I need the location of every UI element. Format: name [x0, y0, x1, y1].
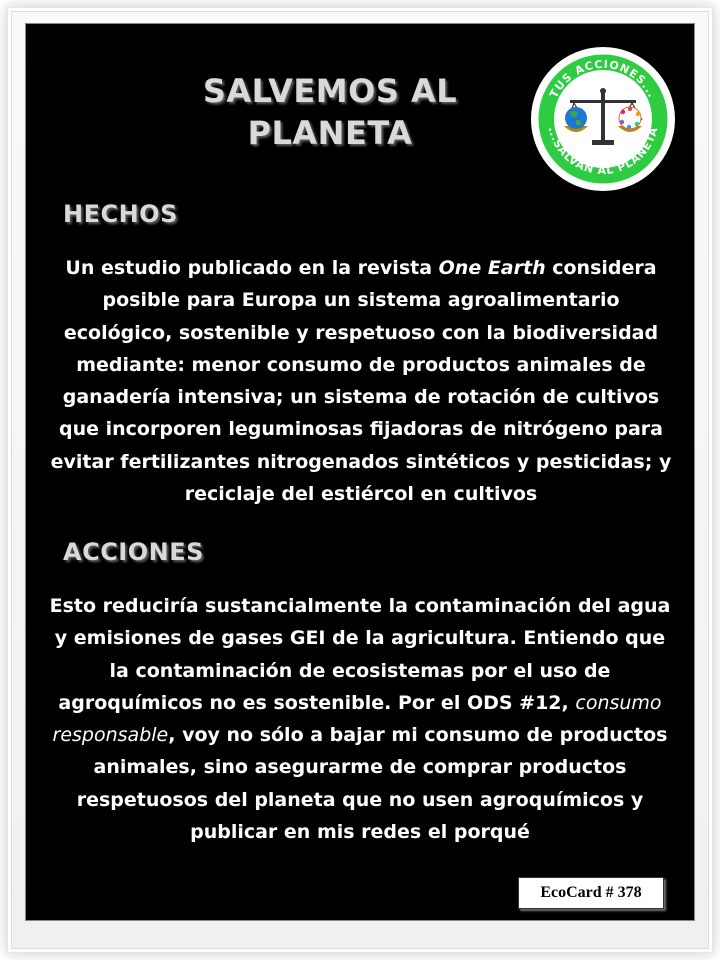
title-line-2: PLANETA	[247, 114, 413, 152]
hechos-paragraph	[46, 252, 676, 510]
hechos-heading: HECHOS	[63, 200, 178, 228]
logo-top-text: TUS ACCIONES...	[547, 57, 659, 101]
logo-bottom-text: ...SALVAN AL PLANETA	[545, 125, 661, 178]
acciones-heading: ACCIONES	[63, 538, 204, 566]
journal-name: One Earth	[438, 257, 546, 279]
globe-icon	[565, 107, 587, 129]
hechos-text-2: considera posible para Europa un sistema agroalimentario ecológico, sostenible y respetuoso con la biodiversidad mediante: menor consumo de productos animales de ganadería intensiva; un sistema de rotación de cultivos que incorporen leguminosas fijadoras de nitrógeno para evitar fertilizantes nitrogenados sintéticos y pesticidas; y reciclaje del estiércol en cultivos	[50, 257, 672, 506]
hechos-text-1: Un estudio publicado en la revista	[65, 257, 439, 279]
acciones-paragraph	[48, 590, 672, 848]
consumo-responsable-text: consumo responsable	[52, 691, 662, 747]
acciones-text-2: , voy no sólo a bajar mi consumo de productos animales, sino asegurarme de comprar productos respetuosos del planeta que no usen agroquímicos y publicar en mis redes el porqué	[76, 724, 668, 844]
ecocard-badge: EcoCard # 378	[518, 877, 664, 909]
acciones-text-1: Esto reduciría sustancialmente la contaminación del agua y emisiones de gases GEI de la agricultura. Entiendo que la contaminación de ecosistemas por el uso de agroquímicos no es sostenible. Por el ODS #12,	[49, 595, 671, 714]
logo	[530, 46, 676, 192]
page-title	[140, 70, 520, 154]
title-line-1: SALVEMOS AL	[202, 72, 458, 110]
